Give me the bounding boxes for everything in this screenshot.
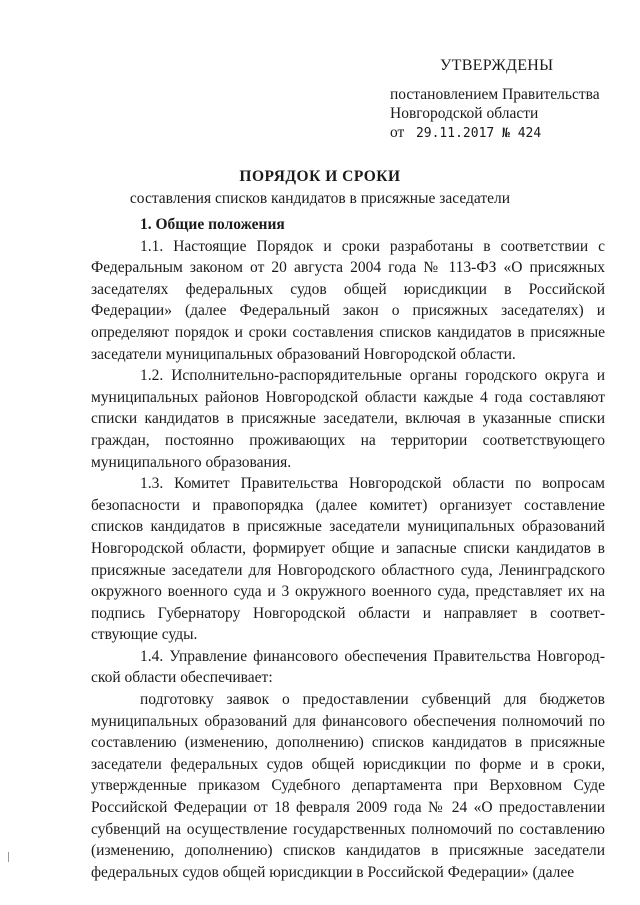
paragraph-1-1: 1.1. Настоящие Порядок и сроки разработаны в соответствии с Федеральным законом от 20 августа 2004 года № 113-ФЗ «О присяжных заседателях федеральных судов общей юрисдикции в Российской Федерации» (далее Федеральный закон о присяжных заседателях) и определяют порядок и сроки составления списков кандидатов в присяжные заседатели муниципальных образований Новгородской области.	[91, 237, 605, 363]
section-1-heading: 1. Общие положения	[140, 216, 285, 233]
document-title: ПОРЯДОК И СРОКИ	[239, 168, 401, 185]
scan-margin-mark	[8, 852, 9, 862]
approval-date-prefix: от	[390, 124, 405, 141]
paragraph-1-4-item: подготовку заявок о предоставлении субвенций для бюджетов муниципальных образований для финансового обеспечения полномочий по составлению (изменению, дополнению) списков кандидатов в присяжные заседатели федеральных судов общей юрисдикции по форме и в сроки, утвержденные приказом Судебного департамента при Верховном Суде Российской Федерации от 18 февраля 2009 года № 24 «О предоставлении субвенций на осуществление государственных полномочий по составлению (изменению, дополнению) списков кандидатов в присяжные заседатели федеральных судов общей юрисдикции в Российской Федерации» (далее	[91, 691, 605, 881]
document-body	[91, 214, 605, 883]
paragraph-1-3: 1.3. Комитет Правительства Новгородской области по вопросам безопасности и правопорядка (далее комитет) организует составление списков кандидатов в присяжные заседатели муниципальных образований Новгородской области, формирует общие и запасные списки кандидатов в присяжные заседатели для Новгородского областного суда, Ленинградского окружного военного суда и 3 окружного военного суда, представляет их на подпись Губернатору Новгородской области и направляет в соответствующие суды.	[91, 475, 605, 644]
approval-line-2: Новгородской области	[390, 105, 539, 122]
approval-date-value: 29.11.2017 № 424	[415, 126, 542, 141]
paragraph-1-2: 1.2. Исполнительно-распорядительные органы городского округа и муниципальных районов Новгородской области каждые 4 года составляют списки кандидатов в присяжные заседатели, включая в указанные списки граждан, постоянно проживающих на территории соответствующего муниципального образования.	[91, 367, 605, 471]
approval-block	[390, 56, 600, 143]
document-subtitle: составления списков кандидатов в присяжные заседатели	[129, 190, 511, 207]
approval-heading: УТВЕРЖДЕНЫ	[440, 57, 554, 74]
approval-date-line	[390, 123, 600, 143]
paragraph-1-4: 1.4. Управление финансового обеспечения Правительства Новгородской области обеспечивает:	[91, 647, 605, 687]
approval-line-1: постановлением Правительства	[390, 86, 600, 103]
